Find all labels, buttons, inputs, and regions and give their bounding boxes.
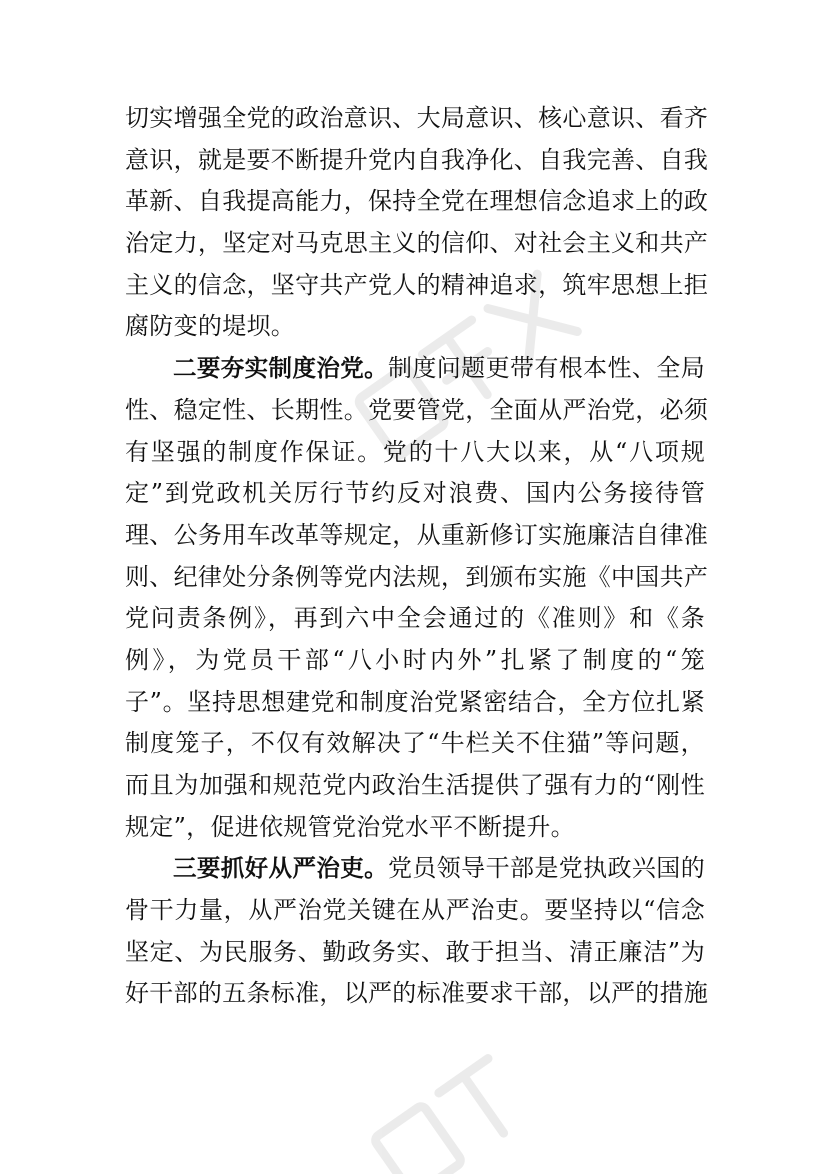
text-line: 切实增强全党的政治意识、大局意识、核心意识、看齐 xyxy=(125,104,709,132)
text-line: 理、公务用车改革等规定，从重新修订实施廉洁自律准 xyxy=(125,520,709,549)
text-line: 定”到党政机关厉行节约反对浪费、国内公务接待管 xyxy=(125,479,705,508)
text-line: 意识，就是要不断提升党内自我净化、自我完善、自我 xyxy=(125,145,709,174)
text-line: 规定”，促进依规管党治党水平不断提升。 xyxy=(125,812,575,841)
text-line: 制度笼子，不仅有效解决了“牛栏关不住猫”等问题， xyxy=(125,729,705,758)
text-line: 而且为加强和规范党内政治生活提供了强有力的“刚性 xyxy=(125,771,705,799)
text-line: 党问责条例》，再到六中全会通过的《准则》和《条 xyxy=(125,604,705,633)
document-body xyxy=(125,98,709,1015)
text-line: 有坚强的制度作保证。党的十八大以来，从“八项规 xyxy=(125,437,705,466)
text-line: 腐防变的堤坝。 xyxy=(125,312,296,341)
section-heading: 三要抓好从严治吏。 xyxy=(173,854,389,883)
text-line: 则、纪律处分条例等党内法规，到颁布实施《中国共产 xyxy=(125,562,709,591)
text-line: 子”。坚持思想建党和制度治党紧密结合，全方位扎紧 xyxy=(125,687,705,716)
text-line: 例》，为党员干部“八小时内外”扎紧了制度的“笼 xyxy=(125,645,705,674)
text-line: 性、稳定性、长期性。党要管党，全面从严治党，必须 xyxy=(125,395,709,424)
text-line: 坚定、为民服务、勤政务实、敢于担当、清正廉洁”为 xyxy=(125,937,705,966)
text-line: 治定力，坚定对马克思主义的信仰、对社会主义和共产 xyxy=(125,229,709,258)
paragraph-first-line xyxy=(125,848,705,890)
text-line: 主义的信念，坚守共产党人的精神追求，筑牢思想上拒 xyxy=(125,270,709,299)
text-line: 革新、自我提高能力，保持全党在理想信念追求上的政 xyxy=(125,187,709,216)
watermark-stamp-lower xyxy=(373,1059,528,1174)
text-span: 制度问题更带有根本性、全局 xyxy=(388,354,705,383)
text-span: 党员领导干部是党执政兴国的 xyxy=(388,854,705,883)
text-line: 骨干力量，从严治党关键在从严治吏。要坚持以“信念 xyxy=(125,896,705,925)
text-line: 好干部的五条标准，以严的标准要求干部，以严的措施 xyxy=(125,979,709,1008)
paragraph-first-line xyxy=(125,348,705,390)
section-heading: 二要夯实制度治党。 xyxy=(173,354,389,383)
